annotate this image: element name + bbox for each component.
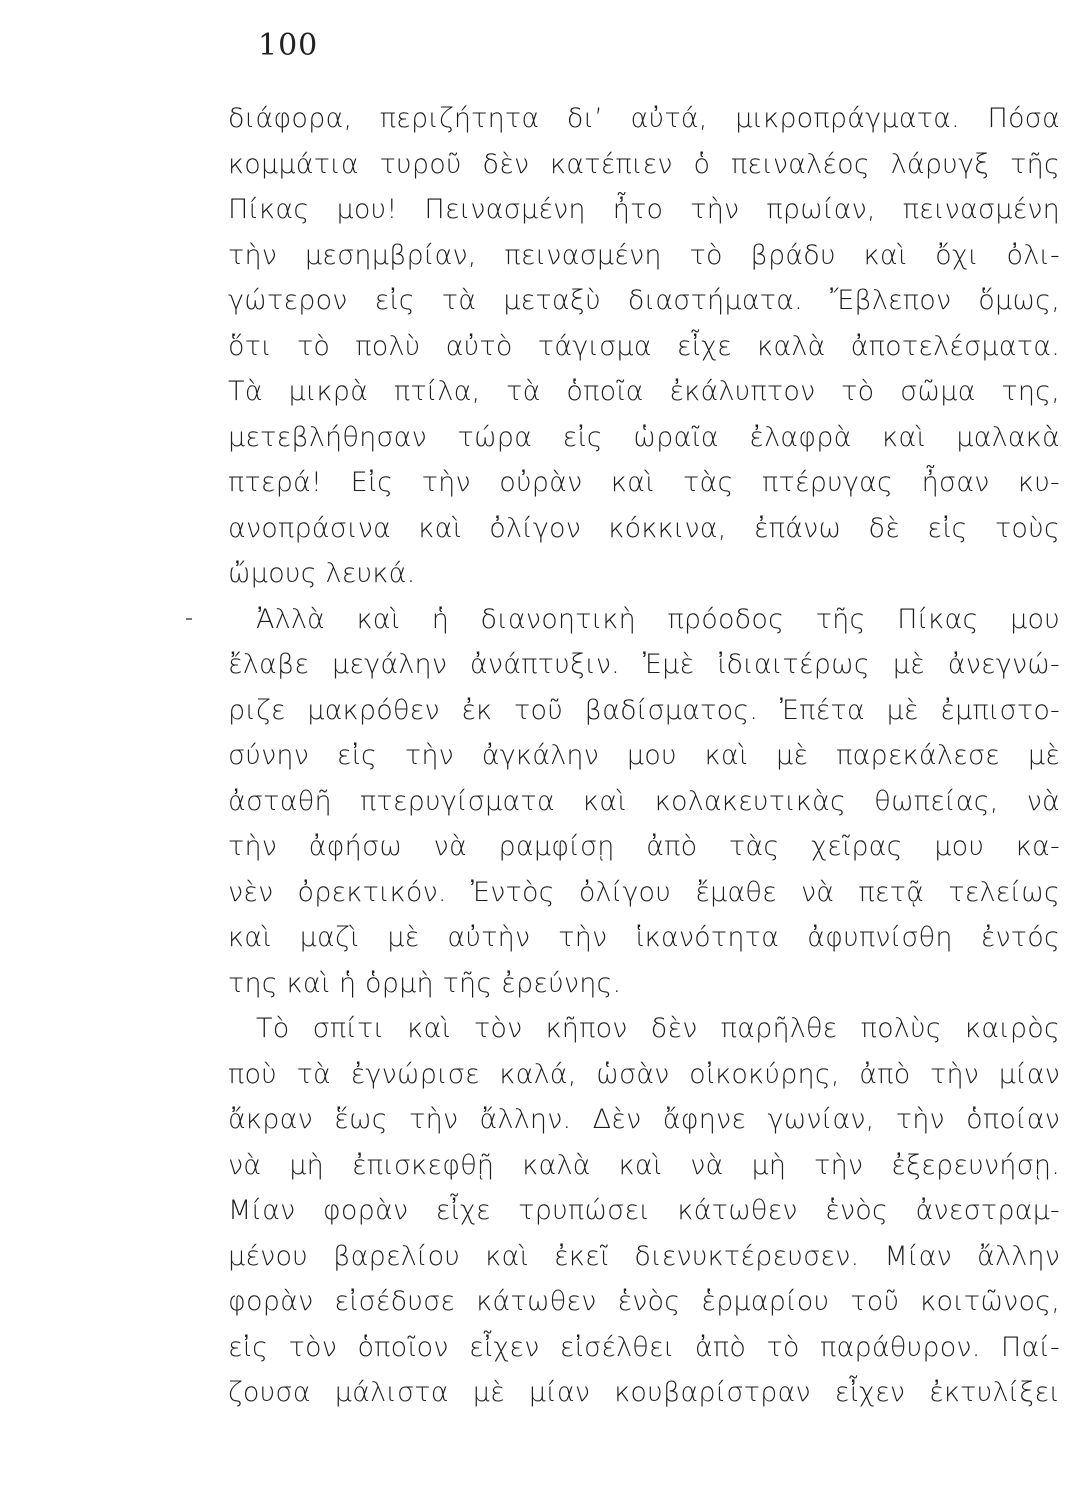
text-line: καὶ μαζὶ μὲ αὐτὴν τὴν ἱκανότητα ἀφυπνίσθη ἐντός [228, 922, 1060, 953]
text-line: ὅτι τὸ πολὺ αὐτὸ τάγισμα εἶχε καλὰ ἀποτελέσματα. [228, 330, 1060, 362]
text-line: ἄκραν ἕως τὴν ἄλλην. Δὲν ἄφηνε γωνίαν, τὴν ὁποίαν [228, 1104, 1060, 1135]
text-line: τὴν μεσημβρίαν, πεινασμένη τὸ βράδυ καὶ ὄχι ὀλι- [228, 239, 1060, 271]
margin-mark [186, 618, 192, 620]
text-line: μένου βαρελίου καὶ ἐκεῖ διενυκτέρευσεν. Μίαν ἄλλην [228, 1240, 1060, 1272]
text-line: σύνην εἰς τὴν ἀγκάλην μου καὶ μὲ παρεκάλεσε μὲ [228, 740, 1060, 771]
text-line: ανοπράσινα καὶ ὀλίγον κόκκινα, ἐπάνω δὲ εἰς τοὺς [228, 512, 1060, 544]
text-line-paragraph-start: Ἀλλὰ καὶ ἡ διανοητικὴ πρόοδος τῆς Πίκας μου [256, 603, 1060, 635]
text-line: εἰς τὸν ὁποῖον εἶχεν εἰσέλθει ἀπὸ τὸ παράθυρον. Παί- [228, 1331, 1060, 1363]
body-text [228, 96, 1060, 1416]
text-line: ποὺ τὰ ἐγνώρισε καλά, ὡσὰν οἰκοκύρης, ἀπὸ τὴν μίαν [228, 1058, 1060, 1090]
text-line: μετεβλήθησαν τώρα εἰς ὡραῖα ἐλαφρὰ καὶ μαλακὰ [228, 421, 1060, 453]
text-line: ριζε μακρόθεν ἐκ τοῦ βαδίσματος. Ἐπέτα μὲ ἐμπιστο- [228, 694, 1060, 726]
text-line: διάφορα, περιζήτητα δι’ αὐτά, μικροπράγματα. Πόσα [228, 103, 1060, 134]
text-line: τὴν ἀφήσω νὰ ραμφίσῃ ἀπὸ τὰς χεῖρας μου κα- [228, 831, 1060, 862]
text-line: ἔλαβε μεγάλην ἀνάπτυξιν. Ἐμὲ ἰδιαιτέρως μὲ ἀνεγνώ- [228, 649, 1060, 680]
text-line-paragraph-start: Τὸ σπίτι καὶ τὸν κῆπον δὲν παρῆλθε πολὺς καιρὸς [256, 1013, 1060, 1044]
text-line: ζουσα μάλιστα μὲ μίαν κουβαρίστραν εἶχεν ἐκτυλίξει [228, 1377, 1060, 1408]
text-line: Μίαν φορὰν εἶχε τρυπώσει κάτωθεν ἑνὸς ἀνεστραμ- [228, 1195, 1060, 1226]
text-line: πτερά! Εἰς τὴν οὐρὰν καὶ τὰς πτέρυγας ἦσαν κυ- [228, 467, 1060, 498]
text-line: κομμάτια τυροῦ δὲν κατέπιεν ὁ πειναλέος λάρυγξ τῆς [228, 148, 1060, 180]
text-line: νὲν ὀρεκτικόν. Ἐντὸς ὀλίγου ἔμαθε νὰ πετᾷ τελείως [228, 876, 1060, 908]
text-line: νὰ μὴ ἐπισκεφθῇ καλὰ καὶ νὰ μὴ τὴν ἐξερευνήσῃ. [228, 1149, 1060, 1181]
text-line: φορὰν εἰσέδυσε κάτωθεν ἑνὸς ἑρμαρίου τοῦ κοιτῶνος, [228, 1286, 1060, 1317]
text-line-paragraph-end: της καὶ ἡ ὁρμὴ τῆς ἐρεύνης. [228, 967, 622, 999]
page-number: 100 [258, 28, 319, 63]
text-line: Τὰ μικρὰ πτίλα, τὰ ὁποῖα ἐκάλυπτον τὸ σῶμα της, [228, 376, 1060, 407]
text-line: Πίκας μου! Πεινασμένη ἦτο τὴν πρωίαν, πεινασμένη [228, 194, 1060, 225]
text-line: ἀσταθῆ πτερυγίσματα καὶ κολακευτικὰς θωπείας, νὰ [228, 785, 1060, 817]
text-line-paragraph-end: ὤμους λευκά. [228, 558, 416, 589]
text-line: γώτερον εἰς τὰ μεταξὺ διαστήματα. Ἔβλεπον ὅμως, [228, 285, 1060, 316]
